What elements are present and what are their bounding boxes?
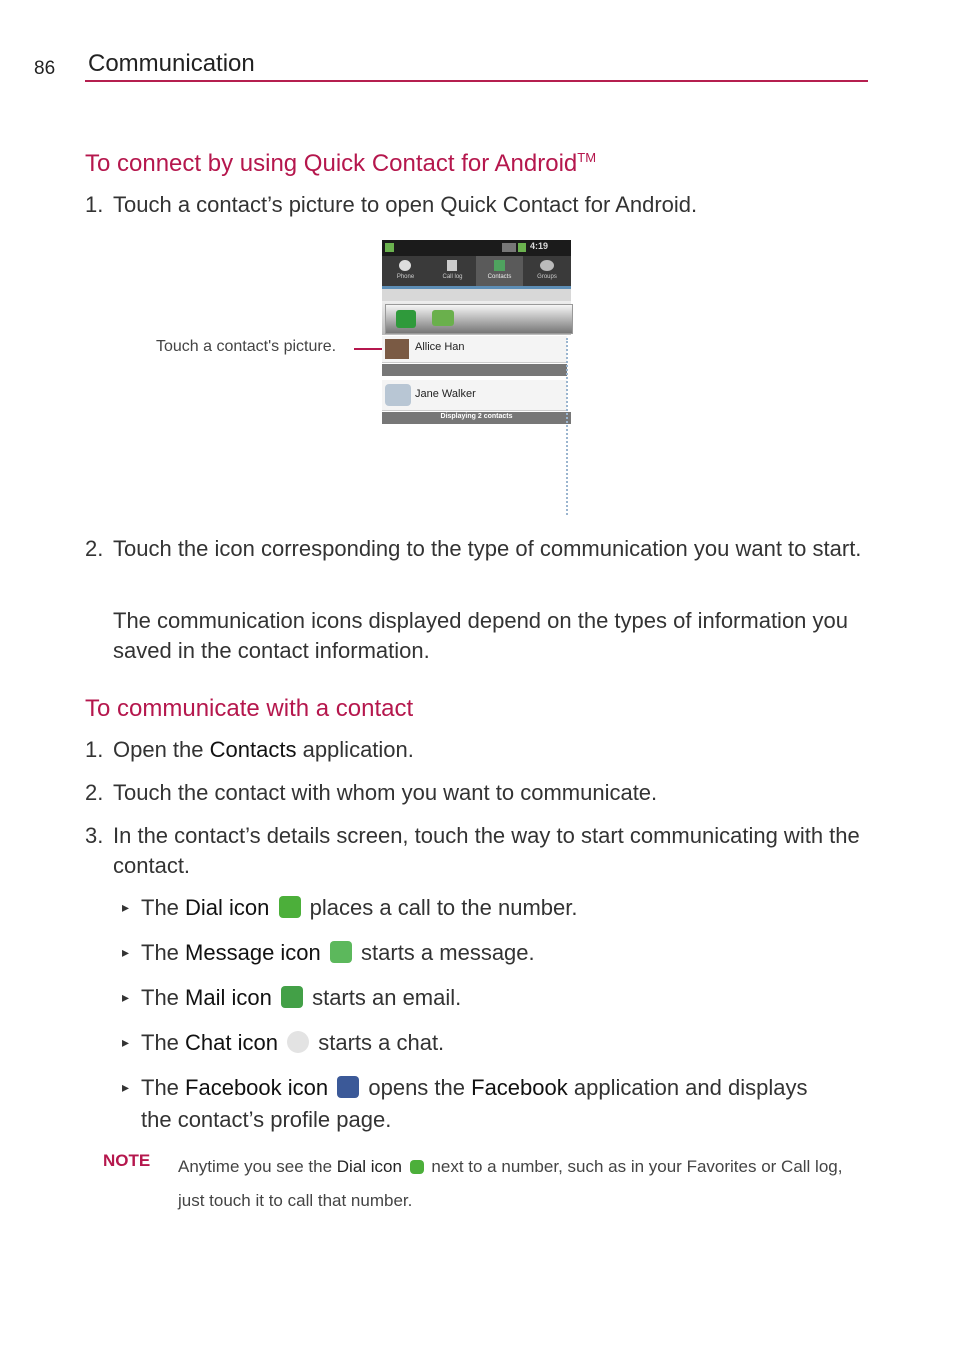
comm-step-3: 3. In the contact’s details screen, touch the way to start communicating with the contact. [85, 823, 860, 878]
chat-icon [287, 1031, 309, 1053]
contact-row-1 [382, 336, 567, 363]
quick-message-icon [432, 310, 454, 326]
message-icon [330, 941, 352, 963]
step-2-paragraph: The communication icons displayed depend on the types of information you saved in the contact information. [113, 608, 848, 663]
signal-icon [502, 243, 516, 252]
contact-name-1: Allice Han [415, 341, 465, 353]
comm-step-1: 1. Open the Contacts application. [85, 737, 414, 762]
step-2: 2. Touch the icon corresponding to the type of communication you want to start. [85, 536, 862, 561]
status-bar [382, 240, 571, 256]
call-log-icon [447, 260, 457, 271]
callout-label: Touch a contact's picture. [156, 338, 337, 355]
tab-call-log-label: Call log [442, 274, 463, 280]
tab-contacts [476, 256, 523, 286]
status-time: 4:19 [530, 241, 549, 251]
facebook-icon [337, 1076, 359, 1098]
search-strip [382, 289, 571, 301]
bullet-facebook-line2: the contact’s profile page. [141, 1107, 392, 1132]
section-divider [382, 364, 567, 376]
contacts-app-name: Contacts [209, 737, 297, 762]
tab-bar [382, 256, 571, 289]
dial-icon [410, 1160, 424, 1174]
bullet-arrow: ▸ [122, 944, 130, 960]
bullet-chat: The Chat icon starts a chat. [141, 1030, 445, 1055]
page-number: 86 [34, 58, 56, 79]
section-title: Communication [88, 50, 255, 77]
bullet-mail: The Mail icon starts an email. [141, 985, 462, 1010]
bullet-facebook: The Facebook icon opens the Facebook application and displays [141, 1075, 808, 1100]
notification-icon [385, 243, 394, 252]
contacts-footer [382, 412, 571, 424]
quick-dial-icon [396, 310, 416, 328]
callout-leader-line [354, 348, 385, 350]
contact-avatar-2 [385, 384, 411, 406]
heading-quick-contact: To connect by using Quick Contact for Android™ [85, 150, 597, 177]
bullet-arrow: ▸ [122, 1034, 130, 1050]
bullet-arrow: ▸ [122, 1079, 130, 1095]
heading-communicate: To communicate with a contact [85, 695, 414, 722]
tab-phone [382, 256, 429, 286]
battery-icon [518, 243, 526, 252]
quick-contact-bar [382, 301, 571, 335]
tab-call-log [429, 256, 476, 286]
mail-icon [281, 986, 303, 1008]
groups-icon [540, 260, 554, 271]
contact-name-2: Jane Walker [415, 388, 476, 400]
tab-phone-label: Phone [396, 274, 415, 280]
bullet-message: The Message icon starts a message. [141, 940, 535, 965]
phone-icon [399, 260, 411, 271]
quick-contact-popup [385, 304, 573, 334]
contacts-icon [494, 260, 505, 271]
contacts-footer-label: Displaying 2 contacts [440, 413, 513, 420]
bullet-arrow: ▸ [122, 899, 130, 915]
note-dial-term: Dial icon [336, 1157, 402, 1176]
phone-screenshot [382, 240, 571, 515]
note-label: NOTE [103, 1151, 151, 1170]
contact-avatar-1 [385, 339, 409, 359]
tab-contacts-label: Contacts [487, 274, 512, 280]
tab-groups [523, 256, 571, 286]
contact-row-2 [382, 380, 567, 411]
note-text: Anytime you see the Dial icon next to a number, such as in your Favorites or Call log, just touch it to call that number. [178, 1157, 843, 1210]
tab-groups-label: Groups [537, 274, 557, 280]
comm-step-2: 2. Touch the contact with whom you want to communicate. [85, 780, 658, 805]
dial-icon [279, 896, 301, 918]
trademark: TM [577, 150, 597, 165]
bullet-arrow: ▸ [122, 989, 130, 1005]
bullet-dial: The Dial icon places a call to the number. [141, 895, 578, 920]
header-rule [85, 80, 868, 82]
index-scrollbar [566, 338, 572, 515]
step-1: 1. Touch a contact’s picture to open Quick Contact for Android. [85, 192, 698, 217]
